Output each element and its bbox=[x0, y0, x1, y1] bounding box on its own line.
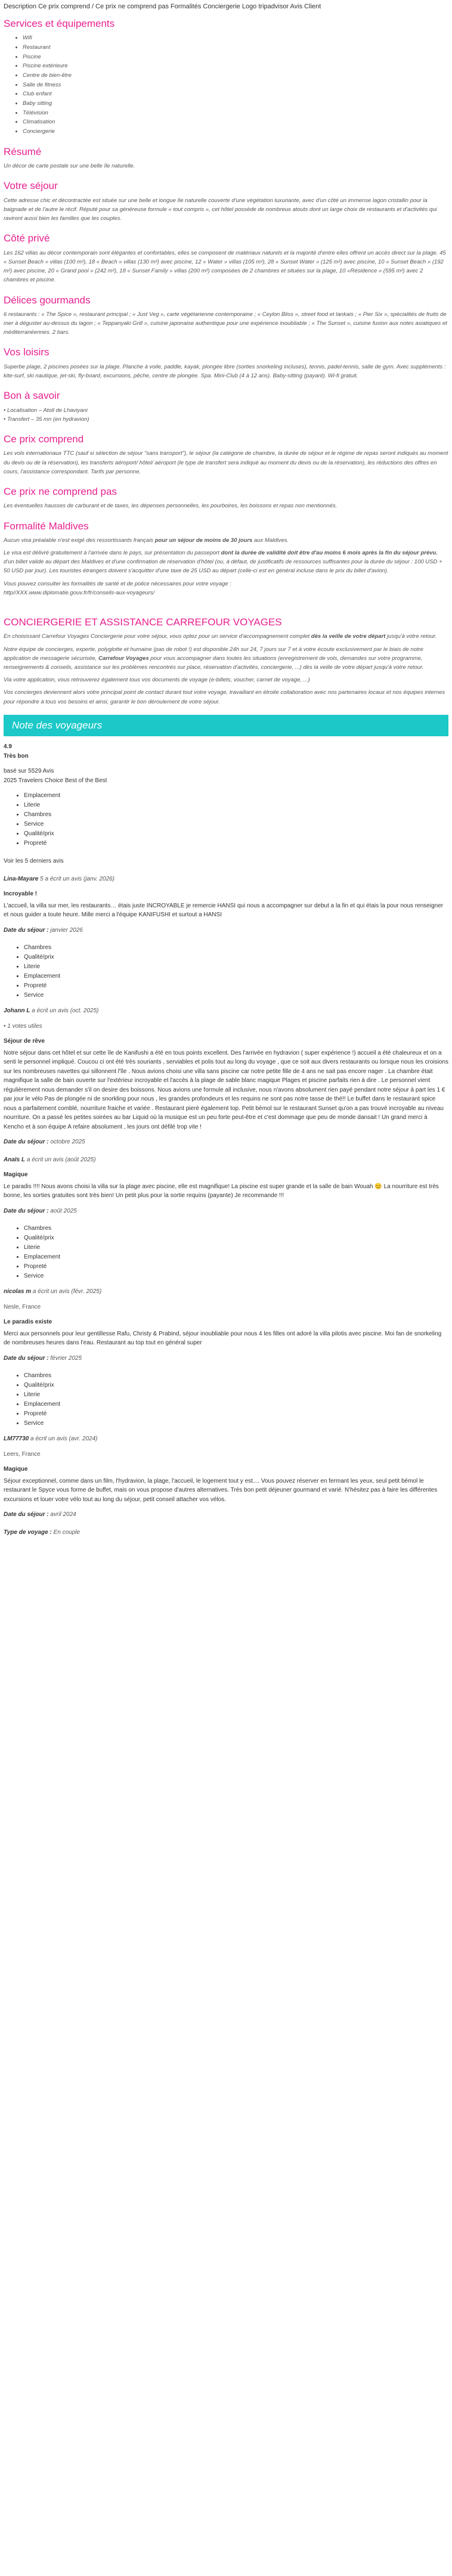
review-date: Date du séjour : février 2025 bbox=[4, 1354, 82, 1362]
delices-title: Délices gourmands bbox=[4, 294, 91, 306]
formalite-p2: Le visa est délivré gratuitement à l'arrivée dans le pays, sur présentation du passeport dont la durée de validité doit être d'au moins 6 mois après la fin du séjour prévu, d'un billet valide au départ des Maldives et d'une confirmation de réservation d'hôtel (ou, à défaut, de justificatifs de ressources suffisantes pour la durée du séjour : 100 USD + 50 USD par jour). Les touristes étrangers doivent s'acquitter d'une taxe de 25 USD au départ (celle-ci est en général incluse dans le prix du billet d'avion). bbox=[4, 550, 442, 575]
savoir-item: • Transfert – 35 mn (en hydravion) bbox=[4, 416, 89, 423]
rating-criteria bbox=[4, 791, 448, 848]
services-list bbox=[4, 33, 448, 136]
review-title: Incroyable ! bbox=[4, 891, 38, 898]
criterion: • Service bbox=[24, 1419, 448, 1428]
review-author: Johann L a écrit un avis (oct. 2025) bbox=[4, 1008, 99, 1015]
review-body: Le paradis !!!! Nous avons choisi la villa sur la plage avec piscine, elle est magnifique! La piscine est super grande et la salle de bain Wouah 😊 La nourriture est très bonne, les sorties gratuites sont très bien! Un petit plus pour la sortie requins (payante) Je recommande !!! bbox=[4, 1183, 439, 1199]
criterion: • Literie bbox=[24, 1243, 448, 1253]
review-date: Date du séjour : août 2025 bbox=[4, 1207, 77, 1214]
review-body: L'accueil, la villa sur mer, les restaurants… étais juste INCROYABLE je remercie HANSI qui nous a accompagner sur debut a la fin et qui étais la pour nous renseigner et nous guider a toute heure. Mille merci a l'équipe KANIFUSHI et surtout a HANSI bbox=[4, 902, 444, 919]
review-title: Magique bbox=[4, 1171, 28, 1179]
criterion: • Emplacement bbox=[24, 1253, 448, 1262]
savoir-item: • Localisation – Atoll de Lhaviyani bbox=[4, 407, 88, 414]
prive-text: Les 162 villas au décor contemporain sont élégantes et confortables, elles se composent de matériaux naturels et la majorité d'entre elles offrent un accès direct sur la plage. 45 « Sunset Beach » villas (100 m²), 18 « Beach » villas (130 m²) avec piscine, 12 « Water » villas (105 m²), 28 « Sunset Water » (125 m²) avec piscine, 10 « Sunset Beach » (192 m²) avec piscine, 20 « Grand pool » (242 m²), 18 « Sunset Family » villas (200 m²) composées de 2 chambres et situées sur la plage, 10 «Résidence » (595 m²) avec 2 chambres et piscine. bbox=[4, 249, 446, 284]
resume-text: Un décor de carte postale sur une belle île naturelle. bbox=[4, 163, 135, 170]
criterion: • Literie bbox=[24, 801, 448, 810]
criterion: • Qualité/prix bbox=[24, 953, 448, 962]
pascomprend-title: Ce prix ne comprend pas bbox=[4, 485, 117, 497]
resume-title: Résumé bbox=[4, 145, 42, 157]
review-author: Lina-Mayare 5 a écrit un avis (janv. 2026) bbox=[4, 875, 115, 882]
notes-header: Note des voyageurs bbox=[4, 715, 448, 736]
conciergerie-p3: Via votre application, vous retrouverez également tous vos documents de voyage (e-billets, voucher, carnet de voyage, ...) bbox=[4, 677, 310, 684]
formalite-p3: Vous pouvez consulter les formalités de santé et de police nécessaires pour votre voyage : http//XXX.www.diplomatie.gouv.fr/fr/conseils-aux-voyageurs/ bbox=[4, 580, 231, 596]
service-item: • Baby sitting bbox=[23, 99, 448, 109]
last-reviews-link[interactable]: Voir les 5 derniers avis bbox=[4, 858, 64, 865]
service-item: • Conciergerie bbox=[23, 127, 448, 137]
service-item: • Salle de fitness bbox=[23, 80, 448, 90]
review-criteria bbox=[4, 1224, 448, 1281]
criterion: • Chambres bbox=[24, 1224, 448, 1233]
review-body: Notre séjour dans cet hôtel et sur cette île de Kanifushi a été en tous points excellent. Des l'arrivée en hydravion ( super expérience !) accueil a été chaleureux et on a senti le personnel impliqué. Coucou ci ont été très souriants , serviables et polis tout au long du voyage , que ce soit aux divers restaurants ou lorsque nous les croisions sur les nombreuses navettes qui sillonnent l'île . Nous avions choisi une villa sans piscine car notre petite fille de 4 ans ne sait pas encore nager . La chambre était magnifique la salle de bain ouverte sur l'extérieur incroyable et l'accès à la plage de sable blanc magique Plages et piscine parfaits rien à dire . Le personnel vient régulièrement nous demander s'il on desire des boissons. Nous avions une formule all inclusive, nous n'avons absolument rien payé pendant notre séjour à part les 1 € par jour le vélo Pas de plongée ni de snorkling pour nous , les grandes profondeurs et les requins ne sont pas notre tasse de thé!! Le buffet dans le restaurant spice nous a parfaitement comblé, nourriture fraiche et variée . Restaurant pieré également top. Petit bémol sur le restaurant Sunset qu'on a pas trouvé incroyable au niveau nourriture. On a passé les petites soirées au bar Liquid où la musique est un peu forte peut-être et c'est dommage que peu de monde dansait ! Un grand merci à Kencho et à son équipe A refaire absolument , les jours ont défilé trop vite ! bbox=[4, 1049, 448, 1130]
review-location: Nesle, France bbox=[4, 1303, 41, 1310]
review-author: Anaïs L a écrit un avis (août 2025) bbox=[4, 1156, 96, 1163]
review-date: Date du séjour : avril 2024 bbox=[4, 1511, 76, 1518]
conciergerie-p2: Notre équipe de concierges, experte, polyglotte et humaine (pas de robot !) est disponible 24h sur 24, 7 jours sur 7 et à votre écoute exclusivement par le biais de notre application de messagerie sécurisée, Carrefour Voyages pour vous accompagner dans toutes les situations (enregistrement de vols, demandes sur votre programme, renseignements & conseils, assistance sur les problèmes rencontrés sur place, réservation d'activités, conciergerie, ...) dès la veille de votre départ jusqu'à votre retour. bbox=[4, 646, 424, 671]
loisirs-text: Superbe plage, 2 piscines posées sur la plage. Planche à voile, paddle, kayak, plongée libre (sorties snorkeling incluses), tennis, padel-tennis, salle de gym. Avec suppléments : kite-surf, ski nautique, jet-ski, fly-board, excursions, pêche, centre de plongée. Spa. Mini-Club (4 à 12 ans). Baby-sitting (payant). Wi-fi gratuit. bbox=[4, 363, 446, 380]
review-title: Séjour de rêve bbox=[4, 1038, 45, 1045]
criterion: • Service bbox=[24, 991, 448, 1000]
review-criteria bbox=[4, 943, 448, 1000]
formalite-p1: Aucun visa préalable n'est exigé des ressortissants français pour un séjour de moins de 30 jours aux Maldives. bbox=[4, 537, 289, 544]
criterion: • Chambres bbox=[24, 1371, 448, 1381]
criterion: • Emplacement bbox=[24, 1400, 448, 1409]
formalite-title: Formalité Maldives bbox=[4, 520, 89, 532]
delices-text: 6 restaurants : « The Spice », restaurant principal ; « Just Veg », carte végétarienne contemporaine ; « Ceylon Bliss », street food et lankais ; « Pier Six », spécialités de fruits de mer à déguster au-dessus du lagon ; « Teppanyaki Grill », cuisine japonaise authentique pour une expérience inoubliable ; « The Sunset », cuisine fusion aux notes asiatiques et méditerranéennes. 2 bars. bbox=[4, 311, 447, 336]
criterion: • Propreté bbox=[24, 1409, 448, 1419]
service-item: • Piscine extérieure bbox=[23, 61, 448, 71]
prive-title: Côté privé bbox=[4, 233, 50, 244]
review-criteria bbox=[4, 1371, 448, 1428]
rating-based: basé sur 5529 Avis bbox=[4, 768, 54, 775]
review-date: Date du séjour : octobre 2025 bbox=[4, 1139, 85, 1146]
top-nav-text[interactable]: Description Ce prix comprend / Ce prix ne comprend pas Formalités Conciergerie Logo tripadvisor Avis Client bbox=[4, 3, 321, 10]
service-item: • Restaurant bbox=[23, 43, 448, 52]
review-title: Magique bbox=[4, 1466, 28, 1473]
loisirs-title: Vos loisirs bbox=[4, 346, 49, 358]
savoir-title: Bon à savoir bbox=[4, 390, 60, 402]
rating-score: 4.9 bbox=[4, 743, 12, 751]
review-helpful-votes: • 1 votes utiles bbox=[4, 1022, 42, 1030]
services-title: Services et équipements bbox=[4, 18, 115, 30]
criterion: • Qualité/prix bbox=[24, 829, 448, 839]
review-author: nicolas m a écrit un avis (févr. 2025) bbox=[4, 1288, 102, 1295]
criterion: • Propreté bbox=[24, 1262, 448, 1272]
criterion: • Chambres bbox=[24, 810, 448, 820]
criterion: • Propreté bbox=[24, 981, 448, 991]
service-item: • Club enfant bbox=[23, 89, 448, 99]
review-title: Le paradis existe bbox=[4, 1319, 52, 1326]
criterion: • Emplacement bbox=[24, 791, 448, 801]
criterion: • Emplacement bbox=[24, 972, 448, 981]
review-body: Merci aux personnels pour leur gentillesse Rafu, Christy & Prabind, séjour inoubliable pour nous 4 les filles ont adoré la villa pilotis avec piscine. Moi fan de snorkeling de nombreuses heures dans l'eau. Restaurant au top tout en général super bbox=[4, 1330, 442, 1347]
service-item: • Piscine bbox=[23, 52, 448, 62]
review-author: LM77730 a écrit un avis (avr. 2024) bbox=[4, 1436, 98, 1443]
pascomprend-text: Les éventuelles hausses de carburant et de taxes, les dépenses personnelles, les pourboires, les boissons et repas non mentionnés. bbox=[4, 503, 338, 510]
sejour-title: Votre séjour bbox=[4, 180, 58, 192]
service-item: • Climatisation bbox=[23, 117, 448, 127]
service-item: • Télévision bbox=[23, 109, 448, 118]
criterion: • Qualité/prix bbox=[24, 1381, 448, 1390]
criterion: • Qualité/prix bbox=[24, 1233, 448, 1243]
reviews-section bbox=[4, 742, 448, 1537]
conciergerie-p4: Vos concierges deviennent alors votre principal point de contact durant tout votre voyage, travaillant en étroite collaboration avec nos partenaires locaux et nos équipes internes pour répondre à tous vos besoins et ainsi, garantir le bon déroulement de votre séjour. bbox=[4, 689, 445, 705]
sejour-text: Cette adresse chic et décontractée est située sur une belle et longue île naturelle couverte d'une végétation luxuriante, avec d'un côté un immense lagon cristallin pour la baignade et de l'autre le récif. Réputé pour sa généreuse formule « tout compris », cet hôtel possède de nombreux atouts dont un large choix de restaurants et d'activités qui raviront aussi bien les familles que les couples. bbox=[4, 197, 437, 222]
diplomatie-link[interactable]: http//XXX.www.diplomatie.gouv.fr/fr/conseils-aux-voyageurs/ bbox=[4, 589, 155, 596]
conciergerie-title: CONCIERGERIE ET ASSISTANCE CARREFOUR VOYAGES bbox=[4, 616, 282, 628]
comprend-title: Ce prix comprend bbox=[4, 433, 84, 445]
review-trip-type: Type de voyage : En couple bbox=[4, 1529, 81, 1536]
review-location: Leers, France bbox=[4, 1450, 41, 1458]
review-date: Date du séjour : janvier 2026 bbox=[4, 926, 83, 934]
service-item: • Centre de bien-être bbox=[23, 71, 448, 80]
comprend-text: Les vols internationaux TTC (sauf si sélection de séjour "sans transport"), le séjour (la catégorie de chambre, la durée de séjour et le régime de repas seront indiqués au moment du devis ou de la réservation), les transferts aéroport/ hôtel/ aéroport (le type de transfert sera indiqué au moment du devis ou de la réservation), les réductions des offres en cours, l'assistance correspondant. Tarifs par personne. bbox=[4, 450, 448, 475]
criterion: • Literie bbox=[24, 1390, 448, 1400]
criterion: • Propreté bbox=[24, 839, 448, 848]
rating-label: Très bon bbox=[4, 752, 29, 760]
rating-award: 2025 Travelers Choice Best of the Best bbox=[4, 777, 107, 784]
review-body: Séjour exceptionnel, comme dans un film, l'hydravion, la plage, l'accueil, le logement tout y est.... Vous pouvez réserver en fermant les yeux, seul petit bémol le restaurant le Spyce vous forme de buffet, mais on vous propose d'autres alternatives. Très bon petit déjeuner gourmand et varié. N'hésitez pas à faire les différentes excursions et louer votre vélo tout au long du séjour, petit conseil attacher vos vélos. bbox=[4, 1477, 438, 1503]
conciergerie-p1: En choisissant Carrefour Voyages Conciergerie pour votre séjour, vous optez pour un service d'accompagnement complet dès la veille de votre départ jusqu'à votre retour. bbox=[4, 633, 437, 640]
criterion: • Chambres bbox=[24, 943, 448, 953]
criterion: • Service bbox=[24, 820, 448, 829]
criterion: • Service bbox=[24, 1272, 448, 1281]
criterion: • Literie bbox=[24, 962, 448, 972]
service-item: • Wifi bbox=[23, 33, 448, 43]
